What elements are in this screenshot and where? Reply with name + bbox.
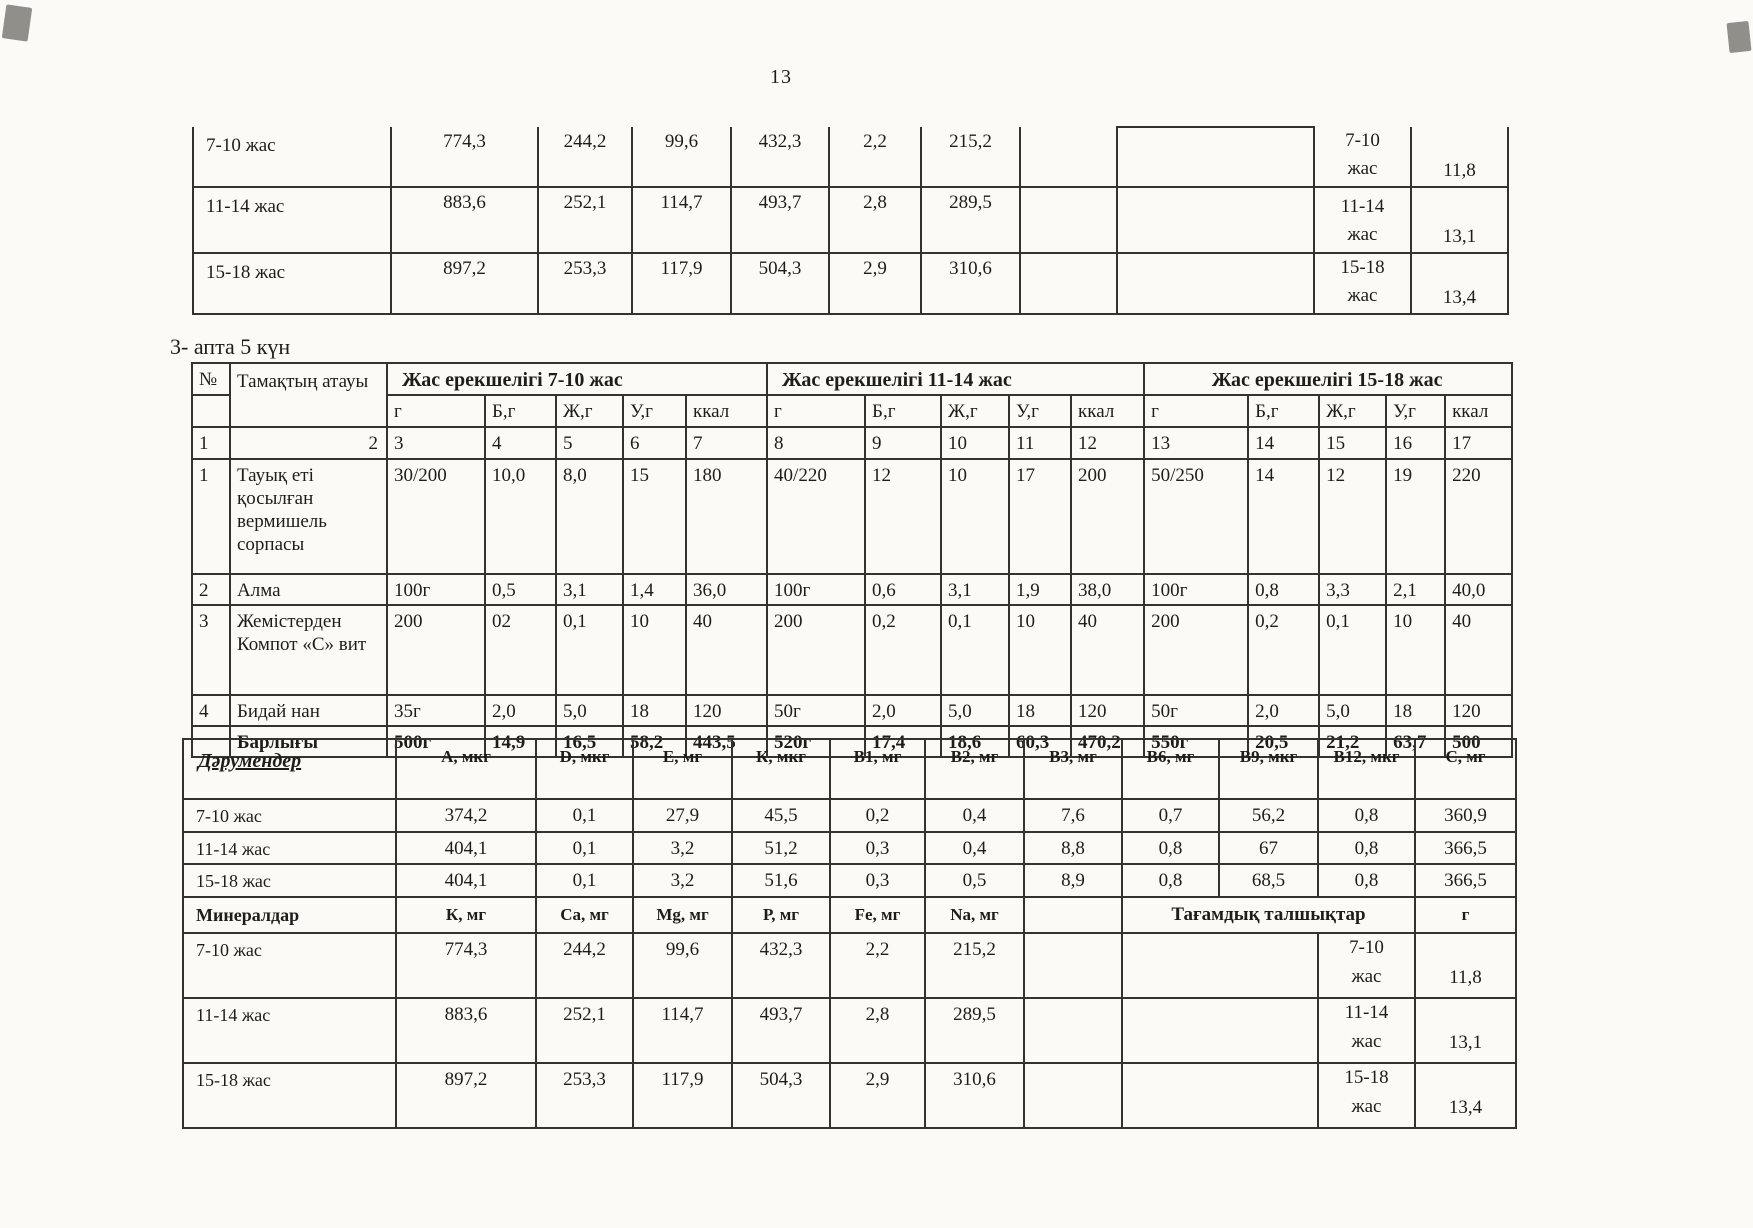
nutrition-value: 02 <box>485 605 556 695</box>
fiber-value: 11,8 <box>1415 933 1516 998</box>
column-number: 5 <box>556 427 623 458</box>
nutrition-value: 40,0 <box>1445 574 1512 605</box>
nutrition-value: 50/250 <box>1144 459 1248 574</box>
nutrition-value: 18 <box>1386 695 1445 726</box>
nutrition-value: 0,8 <box>1248 574 1319 605</box>
column-number: 13 <box>1144 427 1248 458</box>
nutrition-value: 200 <box>387 605 485 695</box>
empty-cell <box>1122 1063 1318 1128</box>
mineral-header: Na, мг <box>925 897 1024 933</box>
column-number: 6 <box>623 427 686 458</box>
column-number: 17 <box>1445 427 1512 458</box>
total-value: 14,9 <box>485 726 556 757</box>
vitamin-header-b3: В3, мг <box>1024 739 1122 799</box>
total-value: 520г <box>767 726 865 757</box>
nutrition-value: 120 <box>686 695 767 726</box>
mineral-value: 114,7 <box>633 998 732 1063</box>
total-label: Барлығы <box>230 726 387 757</box>
mineral-value: 215,2 <box>921 127 1020 187</box>
mineral-row <box>183 933 1516 998</box>
empty-cell <box>1024 998 1122 1063</box>
vitamin-header-b12: В12, мкг <box>1318 739 1415 799</box>
nutrition-value: 0,1 <box>941 605 1009 695</box>
subheader-kkal: ккал <box>686 395 767 427</box>
vitamin-header-b6: В6, мг <box>1122 739 1219 799</box>
vitamin-value: 68,5 <box>1219 864 1318 897</box>
table-row <box>193 187 1508 253</box>
mineral-value: 2,9 <box>830 1063 925 1128</box>
nutrition-value: 10 <box>623 605 686 695</box>
subheader-u: У,г <box>1386 395 1445 427</box>
total-value: 18,6 <box>941 726 1009 757</box>
vitamin-value: 51,2 <box>732 832 830 865</box>
vitamin-value: 0,1 <box>536 864 633 897</box>
vitamin-value: 0,5 <box>925 864 1024 897</box>
vitamin-value: 0,8 <box>1318 832 1415 865</box>
subheader-zh: Ж,г <box>1319 395 1386 427</box>
age-group-label: 11-14 жас <box>1314 187 1411 253</box>
nutrition-value: 2,1 <box>1386 574 1445 605</box>
group-header-11-14: Жас ерекшелігі 11-14 жас <box>767 363 1144 395</box>
mineral-value: 774,3 <box>391 127 538 187</box>
col-header-name: Тамақтың атауы <box>230 363 387 427</box>
vitamin-value: 366,5 <box>1415 832 1516 865</box>
mineral-value: 883,6 <box>396 998 536 1063</box>
total-value: 500г <box>387 726 485 757</box>
menu-item-row <box>192 574 1512 605</box>
total-value: 63,7 <box>1386 726 1445 757</box>
age-group-label: 7-10 жас <box>183 933 396 998</box>
empty-cell <box>1024 897 1122 933</box>
vitamin-value: 0,4 <box>925 799 1024 832</box>
column-number: 2 <box>230 427 387 458</box>
mineral-header: К, мг <box>396 897 536 933</box>
nutrition-value: 100г <box>387 574 485 605</box>
nutrition-value: 0,2 <box>865 605 941 695</box>
dish-name: Жемістерден Компот «С» вит <box>230 605 387 695</box>
empty-cell <box>1020 127 1117 187</box>
fiber-value: 11,8 <box>1411 127 1508 187</box>
vitamin-header-c: С, мг <box>1415 739 1516 799</box>
vitamin-value: 7,6 <box>1024 799 1122 832</box>
empty-cell <box>1020 187 1117 253</box>
mineral-value: 2,8 <box>829 187 921 253</box>
nutrition-value: 0,6 <box>865 574 941 605</box>
nutrition-value: 50г <box>767 695 865 726</box>
vitamin-value: 0,7 <box>1122 799 1219 832</box>
mineral-header: Р, мг <box>732 897 830 933</box>
subheader-u: У,г <box>1009 395 1071 427</box>
column-number: 9 <box>865 427 941 458</box>
vitamin-value: 0,3 <box>830 864 925 897</box>
table-row <box>193 127 1508 187</box>
age-group-label: 11-14 жас <box>183 998 396 1063</box>
subheader-zh: Ж,г <box>556 395 623 427</box>
vitamins-label: Дәрумендер <box>183 739 396 799</box>
total-value: 470,2 <box>1071 726 1144 757</box>
nutrition-value: 8,0 <box>556 459 623 574</box>
total-value: 21,2 <box>1319 726 1386 757</box>
subheader-b: Б,г <box>1248 395 1319 427</box>
nutrition-value: 5,0 <box>941 695 1009 726</box>
vitamin-value: 8,8 <box>1024 832 1122 865</box>
mineral-value: 253,3 <box>538 253 632 314</box>
menu-subheader-row <box>192 395 1512 427</box>
vitamin-header-a: А, мкг <box>396 739 536 799</box>
vitamin-header-b9: В9, мкг <box>1219 739 1318 799</box>
age-group-label: 11-14 жас <box>1318 998 1415 1063</box>
column-number: 1 <box>192 427 230 458</box>
week-day-heading: 3- апта 5 күн <box>170 334 291 359</box>
scanner-artifact <box>1726 21 1751 53</box>
vitamin-value: 404,1 <box>396 864 536 897</box>
total-value: 16,5 <box>556 726 623 757</box>
vitamin-value: 0,1 <box>536 799 633 832</box>
mineral-header: Fe, мг <box>830 897 925 933</box>
mineral-value: 289,5 <box>925 998 1024 1063</box>
mineral-value: 117,9 <box>633 1063 732 1128</box>
vitamin-value: 404,1 <box>396 832 536 865</box>
nutrition-value: 1,4 <box>623 574 686 605</box>
mineral-value: 432,3 <box>732 933 830 998</box>
mineral-value: 117,9 <box>632 253 731 314</box>
nutrition-value: 180 <box>686 459 767 574</box>
subheader-u: У,г <box>623 395 686 427</box>
menu-header-row <box>192 363 1512 395</box>
subheader-g: г <box>387 395 485 427</box>
empty-cell <box>1122 933 1318 998</box>
mineral-value: 504,3 <box>731 253 829 314</box>
dish-name: Алма <box>230 574 387 605</box>
scanner-artifact <box>2 4 32 41</box>
empty-cell <box>1117 127 1314 187</box>
subheader-g: г <box>767 395 865 427</box>
subheader-b: Б,г <box>865 395 941 427</box>
total-value: 500 <box>1445 726 1512 757</box>
minerals-header-row <box>183 897 1516 933</box>
group-header-7-10: Жас ерекшелігі 7-10 жас <box>387 363 767 395</box>
mineral-value: 215,2 <box>925 933 1024 998</box>
mineral-header: Mg, мг <box>633 897 732 933</box>
nutrition-value: 50г <box>1144 695 1248 726</box>
mineral-row <box>183 1063 1516 1128</box>
nutrition-value: 17 <box>1009 459 1071 574</box>
mineral-header: Са, мг <box>536 897 633 933</box>
mineral-value: 2,2 <box>829 127 921 187</box>
total-value: 60,3 <box>1009 726 1071 757</box>
mineral-value: 244,2 <box>538 127 632 187</box>
mineral-value: 99,6 <box>632 127 731 187</box>
nutrition-value: 10,0 <box>485 459 556 574</box>
nutrition-value: 2,0 <box>1248 695 1319 726</box>
vitamin-header-k: К, мкг <box>732 739 830 799</box>
age-group-label: 7-10 жас <box>193 127 391 187</box>
empty-cell <box>1117 253 1314 314</box>
vitamin-value: 0,3 <box>830 832 925 865</box>
vitamin-header-b2: В2, мг <box>925 739 1024 799</box>
vitamin-value: 8,9 <box>1024 864 1122 897</box>
nutrition-value: 3,3 <box>1319 574 1386 605</box>
fiber-value: 13,4 <box>1411 253 1508 314</box>
column-number: 15 <box>1319 427 1386 458</box>
age-group-label: 15-18 жас <box>1318 1063 1415 1128</box>
vitamin-value: 3,2 <box>633 864 732 897</box>
column-number: 11 <box>1009 427 1071 458</box>
nutrition-value: 10 <box>1386 605 1445 695</box>
nutrition-value: 12 <box>1319 459 1386 574</box>
vitamin-header-e: Е, мг <box>633 739 732 799</box>
page-number: 13 <box>770 66 792 88</box>
empty-cell <box>1117 187 1314 253</box>
nutrition-value: 1,9 <box>1009 574 1071 605</box>
age-group-label: 15-18 жас <box>1314 253 1411 314</box>
vitamin-value: 0,8 <box>1318 799 1415 832</box>
column-number: 3 <box>387 427 485 458</box>
age-group-label: 15-18 жас <box>183 1063 396 1128</box>
mineral-value: 897,2 <box>391 253 538 314</box>
menu-item-row <box>192 605 1512 695</box>
column-number: 16 <box>1386 427 1445 458</box>
subheader-b: Б,г <box>485 395 556 427</box>
column-number: 14 <box>1248 427 1319 458</box>
item-number: 4 <box>192 695 230 726</box>
age-group-label: 15-18 жас <box>193 253 391 314</box>
nutrition-value: 0,2 <box>1248 605 1319 695</box>
mineral-value: 252,1 <box>536 998 633 1063</box>
total-value: 58,2 <box>623 726 686 757</box>
vitamin-value: 0,8 <box>1318 864 1415 897</box>
age-group-label: 11-14 жас <box>193 187 391 253</box>
mineral-row <box>183 998 1516 1063</box>
age-group-label: 7-10 жас <box>183 799 396 832</box>
nutrition-value: 100г <box>767 574 865 605</box>
item-number: 1 <box>192 459 230 574</box>
fiber-value: 13,4 <box>1415 1063 1516 1128</box>
total-value: 20,5 <box>1248 726 1319 757</box>
minerals-label: Минералдар <box>183 897 396 933</box>
mineral-value: 2,2 <box>830 933 925 998</box>
fiber-value: 13,1 <box>1415 998 1516 1063</box>
nutrition-value: 40/220 <box>767 459 865 574</box>
subheader-g: г <box>1144 395 1248 427</box>
column-number: 4 <box>485 427 556 458</box>
nutrition-value: 38,0 <box>1071 574 1144 605</box>
mineral-value: 99,6 <box>633 933 732 998</box>
nutrition-value: 30/200 <box>387 459 485 574</box>
mineral-value: 244,2 <box>536 933 633 998</box>
mineral-value: 432,3 <box>731 127 829 187</box>
mineral-value: 774,3 <box>396 933 536 998</box>
age-group-label: 11-14 жас <box>183 832 396 865</box>
mineral-value: 253,3 <box>536 1063 633 1128</box>
nutrition-value: 14 <box>1248 459 1319 574</box>
mineral-value: 289,5 <box>921 187 1020 253</box>
nutrition-value: 200 <box>1144 605 1248 695</box>
vitamin-row <box>183 864 1516 897</box>
mineral-value: 504,3 <box>732 1063 830 1128</box>
nutrients-table <box>182 738 1517 1129</box>
item-number: 3 <box>192 605 230 695</box>
nutrition-value: 200 <box>767 605 865 695</box>
vitamins-header-row <box>183 739 1516 799</box>
vitamin-value: 0,2 <box>830 799 925 832</box>
vitamin-value: 366,5 <box>1415 864 1516 897</box>
vitamin-value: 27,9 <box>633 799 732 832</box>
empty-cell <box>1024 1063 1122 1128</box>
vitamin-header-b1: В1, мг <box>830 739 925 799</box>
nutrition-value: 0,1 <box>1319 605 1386 695</box>
subheader-zh: Ж,г <box>941 395 1009 427</box>
menu-item-row <box>192 459 1512 574</box>
nutrition-value: 0,5 <box>485 574 556 605</box>
empty-cell <box>1122 998 1318 1063</box>
nutrition-value: 35г <box>387 695 485 726</box>
col-header-no: № <box>192 363 230 395</box>
vitamin-value: 360,9 <box>1415 799 1516 832</box>
menu-item-row <box>192 695 1512 726</box>
item-number: 2 <box>192 574 230 605</box>
nutrition-value: 100г <box>1144 574 1248 605</box>
vitamin-header-d: D, мкг <box>536 739 633 799</box>
fiber-unit-header: г <box>1415 897 1516 933</box>
nutrition-value: 10 <box>1009 605 1071 695</box>
nutrition-value: 18 <box>1009 695 1071 726</box>
age-group-label: 7-10 жас <box>1318 933 1415 998</box>
column-number: 12 <box>1071 427 1144 458</box>
vitamin-value: 67 <box>1219 832 1318 865</box>
nutrition-value: 120 <box>1071 695 1144 726</box>
total-value: 17,4 <box>865 726 941 757</box>
carryover-minerals-table <box>192 126 1509 315</box>
subheader-kkal: ккал <box>1071 395 1144 427</box>
vitamin-value: 3,2 <box>633 832 732 865</box>
subheader-kkal: ккал <box>1445 395 1512 427</box>
dish-name: Тауық еті қосылған вермишель сорпасы <box>230 459 387 574</box>
mineral-value: 2,9 <box>829 253 921 314</box>
age-group-label: 7-10 жас <box>1314 127 1411 187</box>
mineral-value: 897,2 <box>396 1063 536 1128</box>
group-header-15-18: Жас ерекшелігі 15-18 жас <box>1144 363 1512 395</box>
mineral-value: 2,8 <box>830 998 925 1063</box>
fiber-header: Тағамдық талшықтар <box>1122 897 1415 933</box>
mineral-value: 493,7 <box>732 998 830 1063</box>
vitamin-value: 374,2 <box>396 799 536 832</box>
nutrition-value: 40 <box>1445 605 1512 695</box>
menu-table <box>191 362 1513 758</box>
nutrition-value: 18 <box>623 695 686 726</box>
mineral-value: 493,7 <box>731 187 829 253</box>
nutrition-value: 40 <box>686 605 767 695</box>
mineral-value: 310,6 <box>925 1063 1024 1128</box>
mineral-value: 883,6 <box>391 187 538 253</box>
nutrition-value: 12 <box>865 459 941 574</box>
nutrition-value: 40 <box>1071 605 1144 695</box>
mineral-value: 310,6 <box>921 253 1020 314</box>
vitamin-value: 0,8 <box>1122 864 1219 897</box>
total-value: 550г <box>1144 726 1248 757</box>
vitamin-value: 0,4 <box>925 832 1024 865</box>
nutrition-value: 0,1 <box>556 605 623 695</box>
column-number-row <box>192 427 1512 458</box>
nutrition-value: 5,0 <box>556 695 623 726</box>
vitamin-value: 0,8 <box>1122 832 1219 865</box>
vitamin-value: 0,1 <box>536 832 633 865</box>
vitamin-row <box>183 832 1516 865</box>
vitamin-value: 56,2 <box>1219 799 1318 832</box>
age-group-label: 15-18 жас <box>183 864 396 897</box>
nutrition-value: 5,0 <box>1319 695 1386 726</box>
nutrition-value: 120 <box>1445 695 1512 726</box>
mineral-value: 114,7 <box>632 187 731 253</box>
table-row <box>193 253 1508 314</box>
vitamin-value: 51,6 <box>732 864 830 897</box>
nutrition-value: 3,1 <box>941 574 1009 605</box>
column-number: 7 <box>686 427 767 458</box>
vitamin-value: 45,5 <box>732 799 830 832</box>
total-value: 443,5 <box>686 726 767 757</box>
nutrition-value: 200 <box>1071 459 1144 574</box>
nutrition-value: 2,0 <box>865 695 941 726</box>
nutrition-value: 2,0 <box>485 695 556 726</box>
nutrition-value: 10 <box>941 459 1009 574</box>
nutrition-value: 220 <box>1445 459 1512 574</box>
vitamin-row <box>183 799 1516 832</box>
column-number: 8 <box>767 427 865 458</box>
empty-cell <box>1020 253 1117 314</box>
fiber-value: 13,1 <box>1411 187 1508 253</box>
dish-name: Бидай нан <box>230 695 387 726</box>
nutrition-value: 19 <box>1386 459 1445 574</box>
nutrition-value: 36,0 <box>686 574 767 605</box>
nutrition-value: 3,1 <box>556 574 623 605</box>
column-number: 10 <box>941 427 1009 458</box>
empty-cell <box>1024 933 1122 998</box>
mineral-value: 252,1 <box>538 187 632 253</box>
nutrition-value: 15 <box>623 459 686 574</box>
empty-cell <box>192 395 230 427</box>
